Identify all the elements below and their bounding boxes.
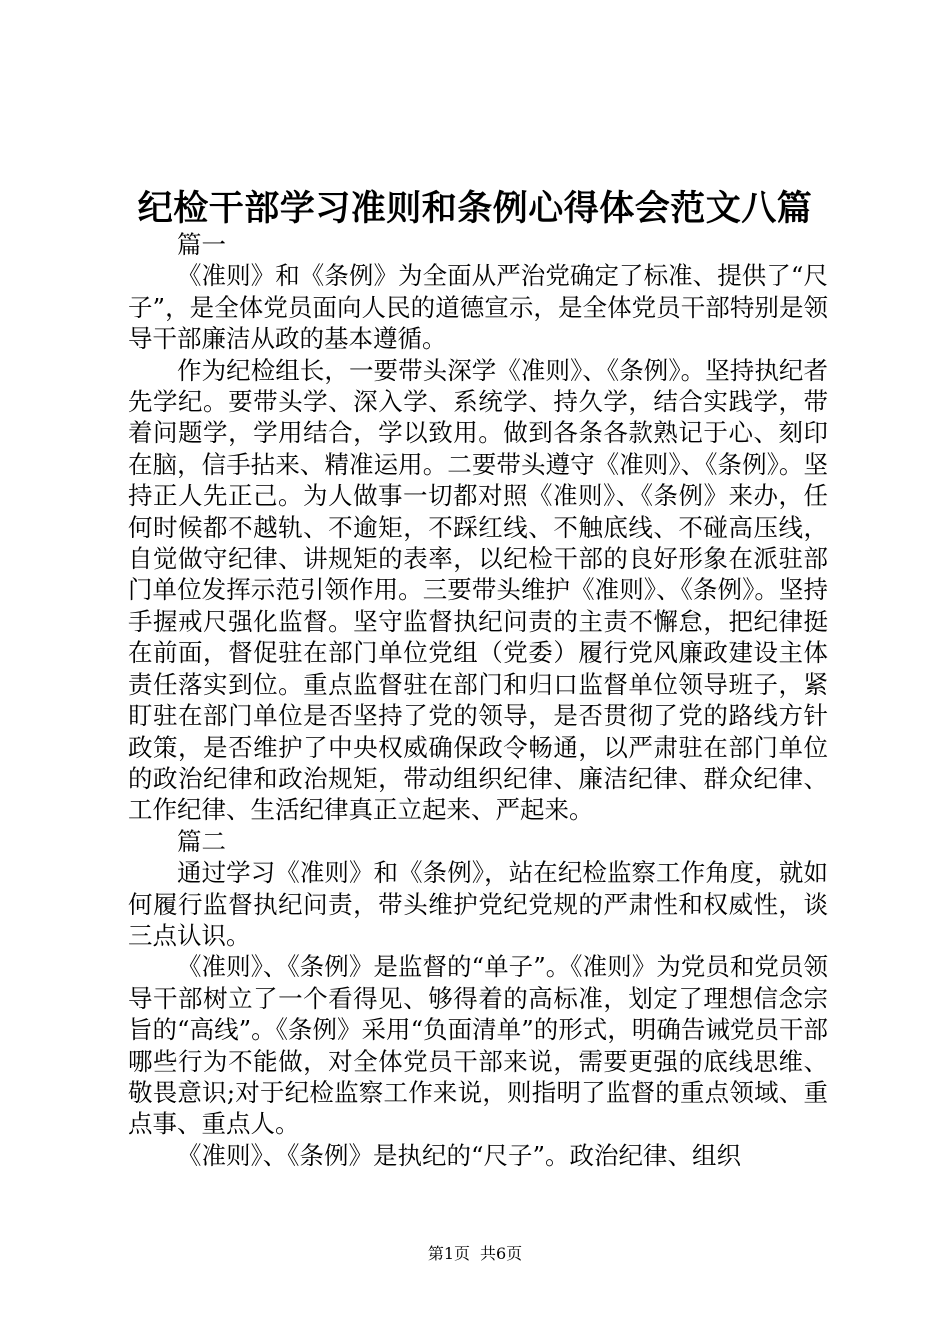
document-title: 纪检干部学习准则和条例心得体会范文八篇: [137, 188, 813, 229]
paragraph: 《准则》、《条例》是监督的“单子”。《准则》为党员和党员领导干部树立了一个看得见、够得着的高标准，划定了理想信念宗旨的“高线”。《条例》采用“负面清单”的形式，明确告诫党员干部哪些行为不能做，对全体党员干部来说，需要更强的底线思维、敬畏意识;对于纪检监察工作来说，则指明了监督的重点领域、重点事、重点人。: [128, 952, 828, 1139]
page-total: 共6页: [480, 1244, 523, 1263]
section-heading: 篇一: [177, 230, 226, 259]
paragraph: 作为纪检组长，一要带头深学《准则》、《条例》。坚持执纪者先学纪。要带头学、深入学、系统学、持久学，结合实践学，带着问题学，学用结合，学以致用。做到各条各款熟记于心、刻印在脑，信手拈来、精准运用。二要带头遵守《准则》、《条例》。坚持正人先正己。为人做事一切都对照《准则》、《条例》来办，任何时候都不越轨、不逾矩，不踩红线、不触底线、不碰高压线，自觉做守纪律、讲规矩的表率，以纪检干部的良好形象在派驻部门单位发挥示范引领作用。三要带头维护《准则》、《条例》。坚持手握戒尺强化监督。坚守监督执纪问责的主责不懈怠，把纪律挺在前面，督促驻在部门单位党组（党委）履行党风廉政建设主体责任落实到位。重点监督驻在部门和归口监督单位领导班子，紧盯驻在部门单位是否坚持了党的领导，是否贯彻了党的路线方针政策，是否维护了中央权威确保政令畅通，以严肃驻在部门单位的政治纪律和政治规矩，带动组织纪律、廉洁纪律、群众纪律、工作纪律、生活纪律真正立起来、严起来。: [128, 355, 828, 825]
paragraph: 《准则》、《条例》是执纪的“尺子”。政治纪律、组织: [177, 1140, 742, 1170]
page-number: 第1页: [427, 1244, 470, 1263]
section-heading: 篇二: [177, 826, 226, 856]
document-body: [128, 229, 828, 1171]
page-footer: [0, 1243, 950, 1265]
paragraph: 《准则》和《条例》为全面从严治党确定了标准、提供了“尺子”，是全体党员面向人民的道德宣示，是全体党员干部特别是领导干部廉洁从政的基本遵循。: [128, 261, 828, 354]
paragraph: 通过学习《准则》和《条例》，站在纪检监察工作角度，就如何履行监督执纪问责，带头维护党纪党规的严肃性和权威性，谈三点认识。: [128, 858, 828, 950]
